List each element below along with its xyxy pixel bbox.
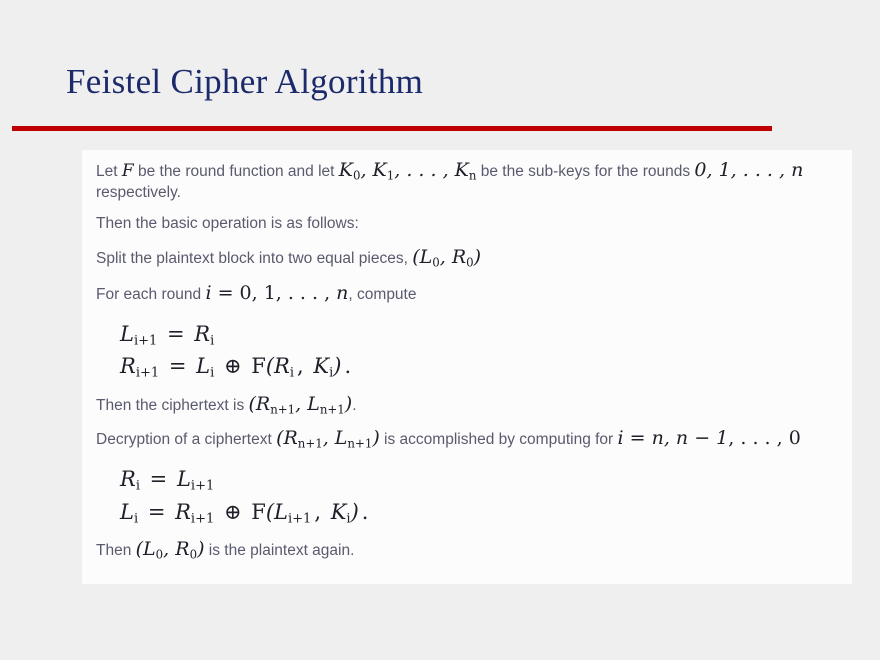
intro-text-3: be the sub-keys for the rounds xyxy=(476,163,695,180)
body-line-decryption xyxy=(82,426,852,451)
equation-decrypt-1: $R_i = L_{i+1}$ xyxy=(120,467,215,495)
decryption-prefix: Decryption of a ciphertext xyxy=(96,431,277,449)
for-each-round-text: For each round xyxy=(96,286,206,304)
round-function-symbol: F xyxy=(121,161,134,181)
decryption-ciphertext-math: ($R_{n+1}$, $L_{n+1}$) xyxy=(276,427,380,451)
page-title: Feistel Cipher Algorithm xyxy=(66,62,424,101)
decryption-middle: is accomplished by computing for xyxy=(379,431,618,449)
equation-decrypt-2: $L_i = R_{i+1}$ ⊕ $F(L_{i+1}$ , $K_i$) . xyxy=(120,499,369,527)
split-math: ($L_0$, $R_0$) xyxy=(412,246,482,270)
compute-text: , compute xyxy=(348,286,417,304)
body-line-ciphertext xyxy=(82,392,852,417)
final-prefix: Then xyxy=(96,542,136,560)
intro-text-1: Let xyxy=(96,163,122,180)
ciphertext-prefix: Then the ciphertext is xyxy=(96,396,249,414)
body-line-intro xyxy=(82,158,852,203)
equation-block-encrypt xyxy=(82,317,852,386)
slide-body-panel xyxy=(82,150,852,584)
body-line-for-each-round xyxy=(82,281,852,305)
split-text: Split the plaintext block into two equal pieces, xyxy=(96,250,413,268)
round-index-math: i = 0, 1, . . . , n xyxy=(205,282,349,305)
subkeys-math: $K_0$, $K_1$, . . . , $K_n$ xyxy=(338,159,477,183)
intro-text-4: respectively. xyxy=(96,184,181,202)
rounds-math: 0, 1, . . . , n xyxy=(694,159,804,181)
final-math: ($L_0$, $R_0$) xyxy=(135,538,205,562)
title-divider xyxy=(12,126,772,131)
ciphertext-math: ($R_{n+1}$, $L_{n+1}$) xyxy=(248,392,353,417)
equation-encrypt-1: $L_{i+1} = R_i$ xyxy=(120,321,215,349)
ciphertext-suffix: . xyxy=(352,396,357,414)
decryption-index-math: i = n, n − 1, . . . , 0 xyxy=(617,427,801,450)
body-line-split xyxy=(82,245,852,270)
equation-encrypt-2: $R_{i+1} = L_i$ ⊕ $F(R_i$ , $K_i$) . xyxy=(120,354,352,381)
equation-block-decrypt xyxy=(82,462,852,531)
intro-text-2: be the round function and let xyxy=(133,163,339,180)
final-suffix: is the plaintext again. xyxy=(204,542,355,560)
body-line-basic-operation xyxy=(82,214,852,234)
body-line-final xyxy=(82,537,852,562)
basic-operation-text: Then the basic operation is as follows: xyxy=(96,215,359,233)
